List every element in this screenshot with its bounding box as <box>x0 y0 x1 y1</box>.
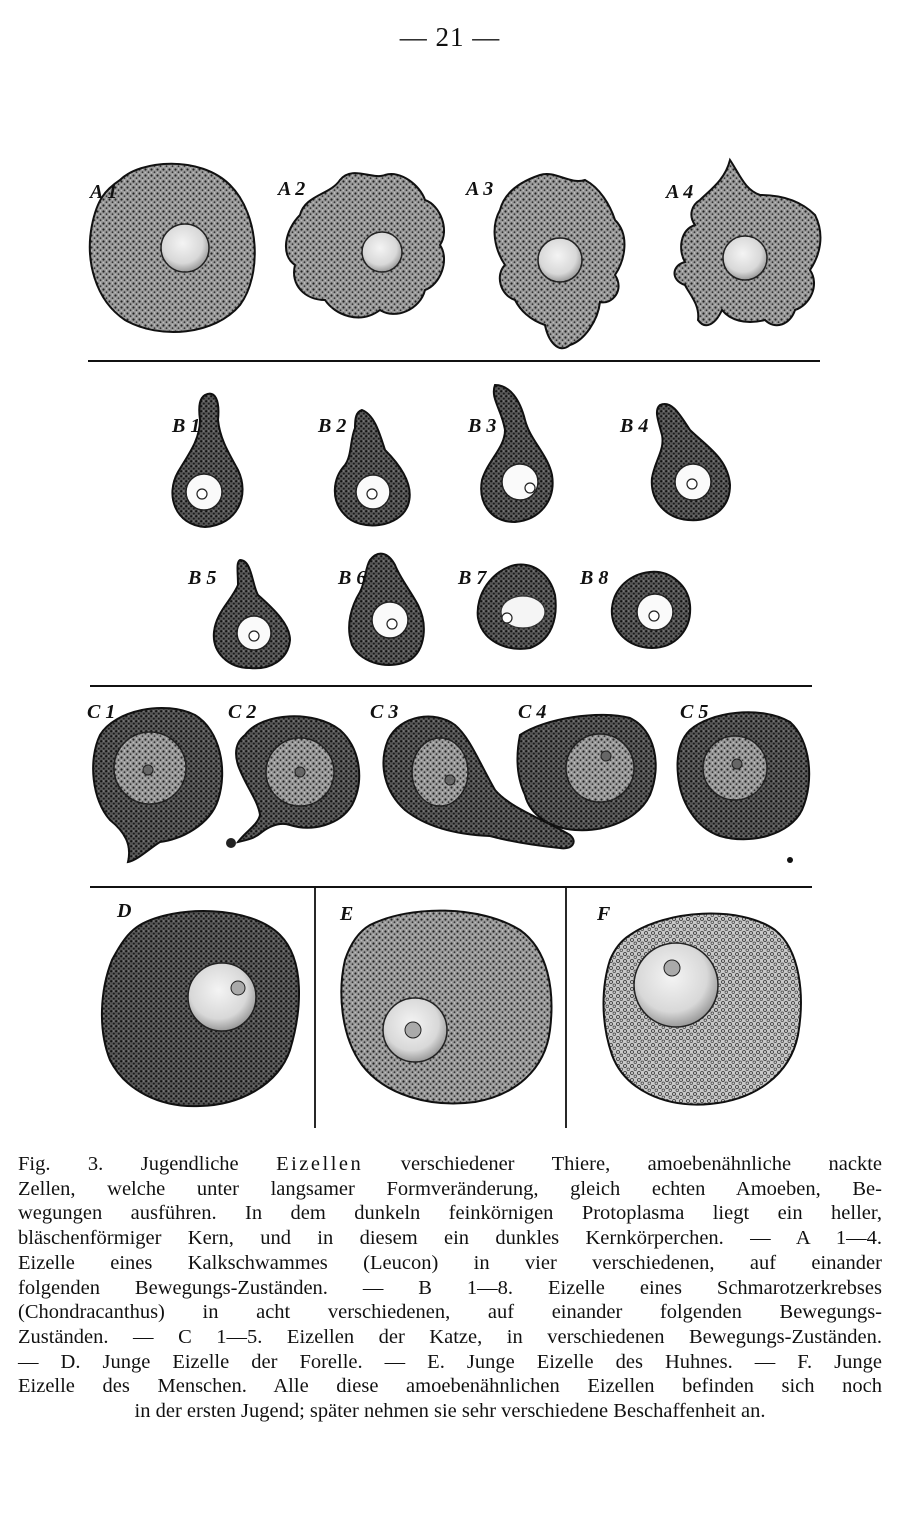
caption-line: Zellen, welche unter langsamer Formveränderung, gleich echten Amoeben, Be- <box>18 1177 882 1200</box>
caption-line: Eizelle eines Kalkschwammes (Leucon) in vier verschiedenen, auf einander <box>18 1251 882 1274</box>
label-b6: B 6 <box>338 567 367 589</box>
caption-line: wegungen ausführen. In dem dunkeln feinkörnigen Protoplasma liegt ein heller, <box>18 1202 882 1225</box>
cell-c2 <box>226 716 359 848</box>
label-a3: A 3 <box>466 178 494 200</box>
label-c2: C 2 <box>228 701 257 723</box>
cell-b7 <box>478 565 556 649</box>
cell-f <box>604 914 801 1105</box>
label-c1: C 1 <box>87 701 116 723</box>
caption-line: Zuständen. — C 1—5. Eizellen der Katze, in verschiedenen Bewegungs-Zuständen. <box>18 1325 882 1348</box>
label-f: F <box>597 903 611 925</box>
label-d: D <box>117 900 132 922</box>
cell-a4 <box>674 160 820 325</box>
cell-c5 <box>678 712 810 839</box>
caption-line: folgenden Bewegungs-Zuständen. — B 1—8. Eizelle eines Schmarotzerkrebses <box>18 1276 882 1299</box>
stray-dot <box>787 857 793 863</box>
label-a4: A 4 <box>666 181 694 203</box>
cell-a3 <box>495 174 625 348</box>
label-a1: A 1 <box>90 181 118 203</box>
label-a2: A 2 <box>278 178 306 200</box>
cell-e <box>341 911 551 1104</box>
label-b7: B 7 <box>458 567 487 589</box>
cell-a2 <box>286 173 444 317</box>
label-c3: C 3 <box>370 701 399 723</box>
label-c4: C 4 <box>518 701 547 723</box>
cell-b3 <box>481 385 552 522</box>
label-b2: B 2 <box>318 415 347 437</box>
cell-b4 <box>652 404 730 520</box>
label-b3: B 3 <box>468 415 497 437</box>
caption-line: Eizelle des Menschen. Alle diese amoebenähnlichen Eizellen befinden sich noch <box>18 1375 882 1398</box>
caption-emphasis: Eizellen <box>276 1153 364 1175</box>
cell-b5 <box>214 560 290 668</box>
label-e: E <box>340 903 354 925</box>
cell-c4 <box>518 715 656 830</box>
cell-c1 <box>93 708 222 862</box>
caption-line: (Chondracanthus) in acht verschiedenen, auf einander folgenden Bewegungs- <box>18 1301 882 1324</box>
label-c5: C 5 <box>680 701 709 723</box>
page-number: — 21 — <box>399 22 501 52</box>
caption-line: bläschenförmiger Kern, und in diesem ein dunkles Kernkörperchen. — A 1—4. <box>18 1227 882 1250</box>
label-b5: B 5 <box>188 567 217 589</box>
caption-line: in der ersten Jugend; später nehmen sie sehr verschiedene Beschaffenheit an. <box>134 1400 766 1423</box>
caption-line: Fig. 3. Jugendliche Eizellen verschiedener Thiere, amoebenähnliche nackte <box>18 1153 882 1175</box>
label-b4: B 4 <box>620 415 649 437</box>
cell-b1 <box>172 394 242 527</box>
cell-b8 <box>612 572 690 648</box>
label-b1: B 1 <box>172 415 201 437</box>
cell-d <box>102 911 299 1106</box>
label-b8: B 8 <box>580 567 609 589</box>
figure-caption <box>18 1152 882 1424</box>
caption-line: — D. Junge Eizelle der Forelle. — E. Junge Eizelle des Huhnes. — F. Junge <box>18 1350 882 1373</box>
